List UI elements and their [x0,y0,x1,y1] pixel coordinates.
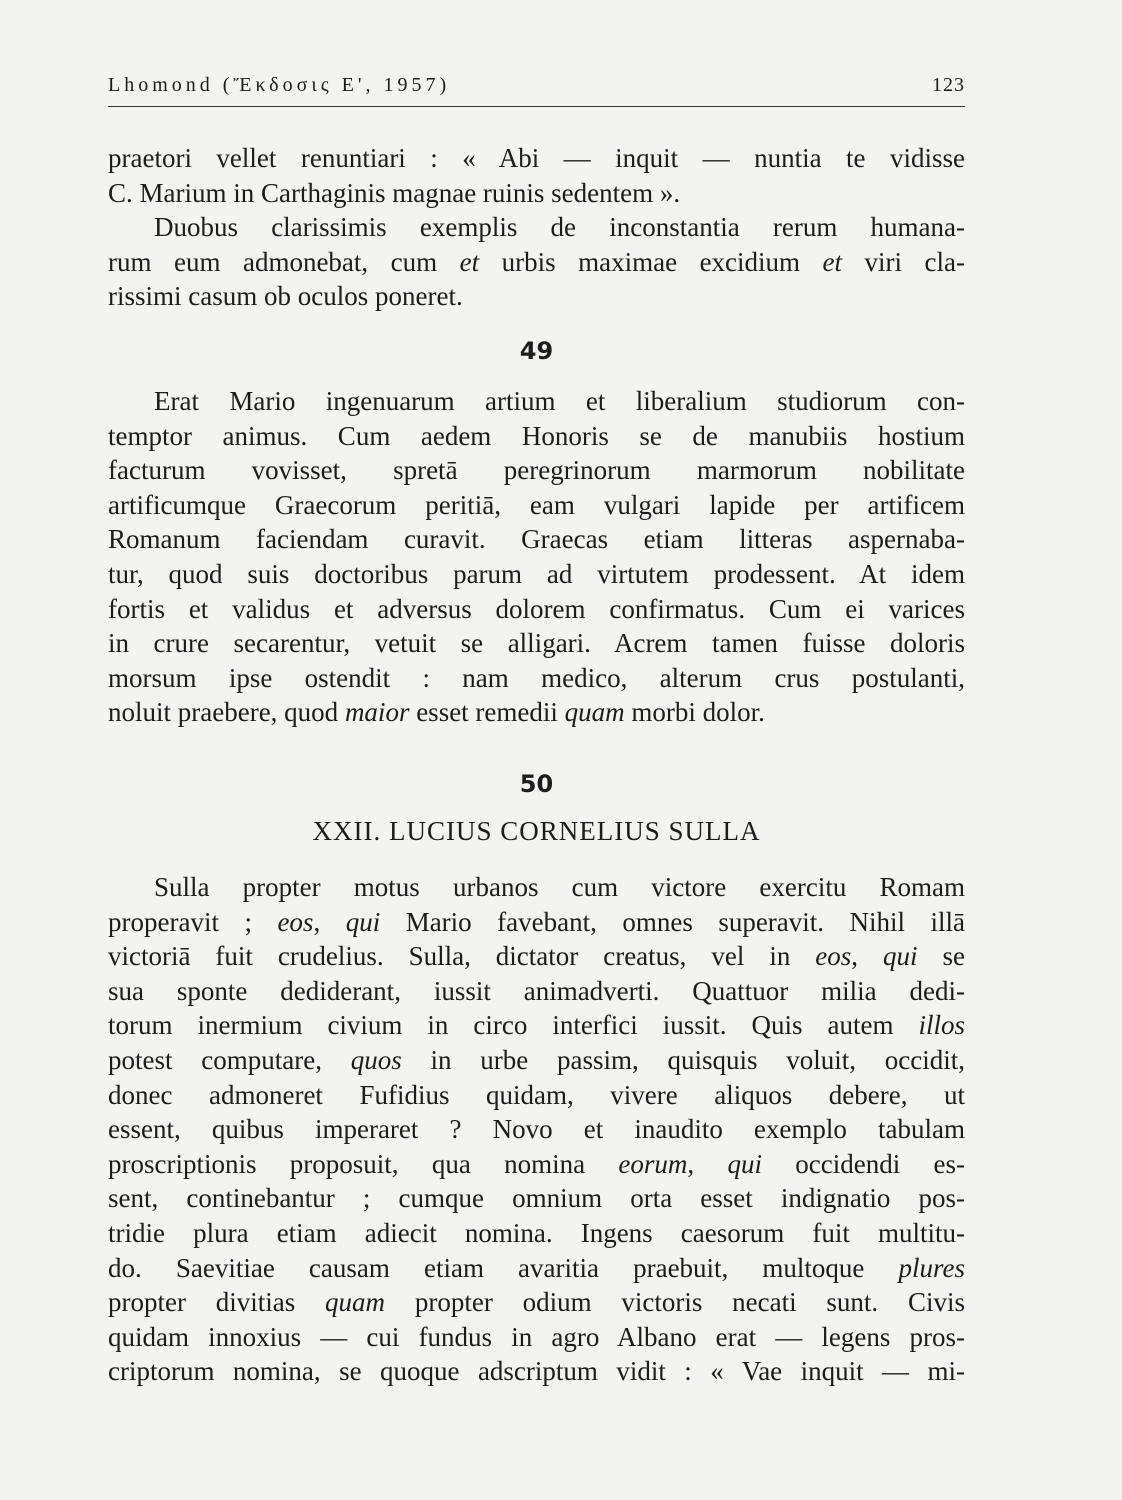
text-line: rum eum admonebat, cum et urbis maximae excidium et viri cla- [108,246,965,277]
running-head [108,70,965,107]
text-line: noluit praebere, quod maior esset remedii quam morbi dolor. [108,697,765,728]
text-line: sua sponte dediderant, iussit animadverti. Quattuor milia dedi- [108,975,965,1006]
text-line: sent, continebantur ; cumque omnium orta esset indignatio pos- [108,1183,965,1214]
text-line: do. Saevitiae causam etiam avaritia praebuit, multoque plures [108,1252,965,1283]
text-line: potest computare, quos in urbe passim, quisquis voluit, occidit, [108,1044,965,1075]
text-line: artificumque Graecorum peritiā, eam vulgari lapide per artificem [108,489,965,520]
running-title: Lhomond (Ἔκδοσις Ε', 1957) [108,74,451,96]
text-line: praetori vellet renuntiari : « Abi — inquit — nuntia te vidisse [108,143,965,173]
paragraph-continuation [108,141,965,210]
text-line: C. Marium in Carthaginis magnae ruinis sedentem ». [108,177,681,208]
text-line: essent, quibus imperaret ? Novo et inaudito exemplo tabulam [108,1114,965,1145]
page-number: 123 [932,74,965,96]
section-number-49: 49 [519,337,554,365]
text-line: Erat Mario ingenuarum artium et liberalium studiorum con- [154,386,965,416]
text-line: donec admoneret Fufidius quidam, vivere aliquos debere, ut [108,1079,965,1110]
text-line: tridie plura etiam adiecit nomina. Ingens caesorum fuit multitu- [108,1217,965,1248]
paragraph-inconstantia [108,210,965,314]
chapter-title: XXII. LUCIUS CORNELIUS SULLA [312,816,761,846]
paragraph-section-49 [108,384,965,730]
section-number-50: 50 [519,770,554,798]
paragraph-section-50 [108,870,965,1389]
text-line: in crure secarentur, vetuit se alligari. Acrem tamen fuisse doloris [108,628,965,659]
text-line: torum inermium civium in circo interfici iussit. Quis autem illos [108,1010,965,1041]
text-line: criptorum nomina, se quoque adscriptum vidit : « Vae inquit — mi- [108,1356,965,1387]
text-line: tur, quod suis doctoribus parum ad virtutem prodessent. At idem [108,558,965,589]
text-line: Duobus clarissimis exemplis de inconstantia rerum humana- [154,212,965,242]
text-line: rissimi casum ob oculos poneret. [108,281,463,312]
text-line: temptor animus. Cum aedem Honoris se de manubiis hostium [108,420,965,451]
text-line: quidam innoxius — cui fundus in agro Albano erat — legens pros- [108,1321,965,1352]
text-line: facturum vovisset, spretā peregrinorum marmorum nobilitate [108,455,965,486]
text-line: properavit ; eos, qui Mario favebant, omnes superavit. Nihil illā [108,906,966,937]
text-line: propter divitias quam propter odium victoris necati sunt. Civis [108,1287,965,1318]
text-line: morsum ipse ostendit : nam medico, alterum crus postulanti, [108,662,965,693]
text-line: victoriā fuit crudelius. Sulla, dictator creatus, vel in eos, qui se [108,941,965,972]
text-line: proscriptionis proposuit, qua nomina eorum, qui occidendi es- [108,1148,965,1179]
text-line: Sulla propter motus urbanos cum victore exercitu Romam [154,872,965,902]
text-line: Romanum faciendam curavit. Graecas etiam litteras aspernaba- [108,524,965,555]
text-line: fortis et validus et adversus dolorem confirmatus. Cum ei varices [108,593,965,624]
